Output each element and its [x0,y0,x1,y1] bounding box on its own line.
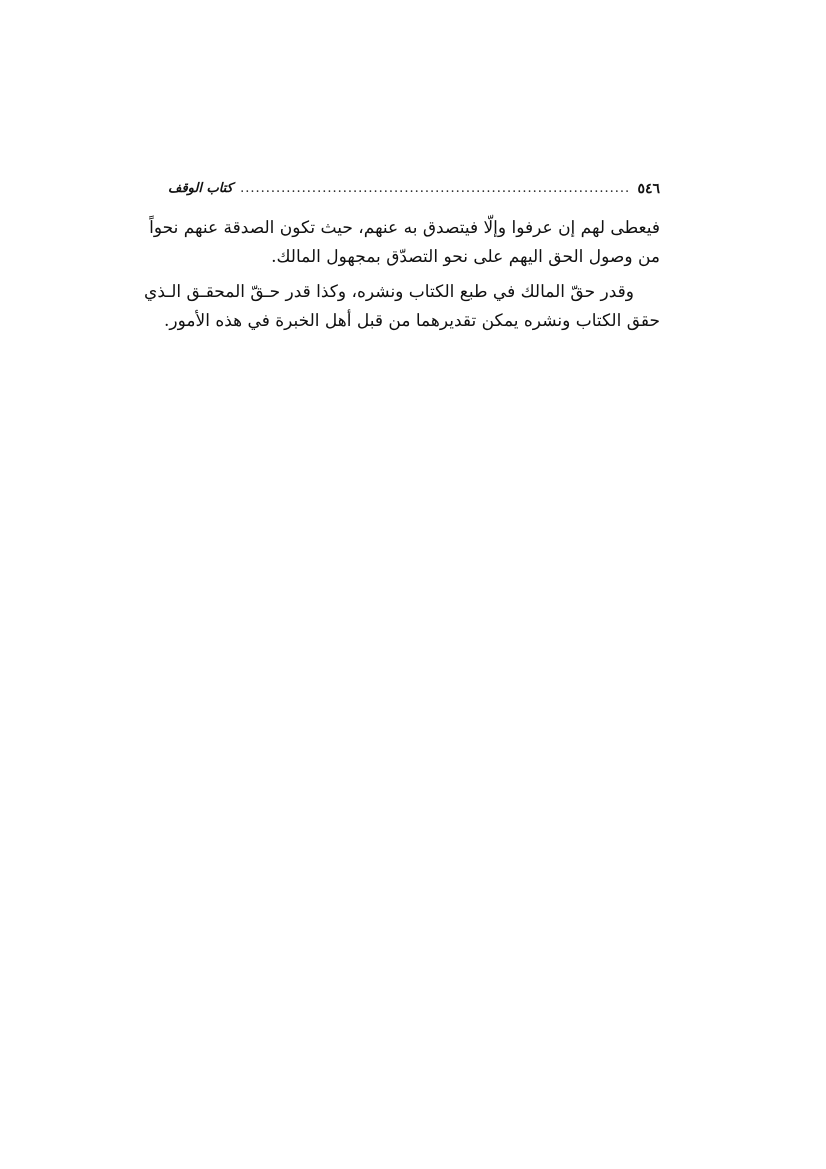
running-header [168,176,660,198]
paragraph-1 [149,214,660,272]
body-text [144,214,660,336]
text-line: وقدر حقّ المالك في طبع الكتاب ونشره، وكذا قدر حـقّ المحقـق الـذي [144,282,634,302]
page-number: ٥٤٦ [637,181,660,197]
book-title: كتاب الوقف [168,181,233,196]
paragraph-2 [144,278,660,336]
leader-dots: ............................................................................ [240,181,631,196]
text-line: فيعطى لهم إن عرفوا وإلّا فيتصدق به عنهم، حيث تكون الصدقة عنهم نحواً [149,218,660,238]
text-line: من وصول الحق اليهم على نحو التصدّق بمجهول المالك. [271,247,660,267]
text-line: حقق الكتاب ونشره يمكن تقديرهما من قبل أهل الخبرة في هذه الأمور. [164,311,660,331]
